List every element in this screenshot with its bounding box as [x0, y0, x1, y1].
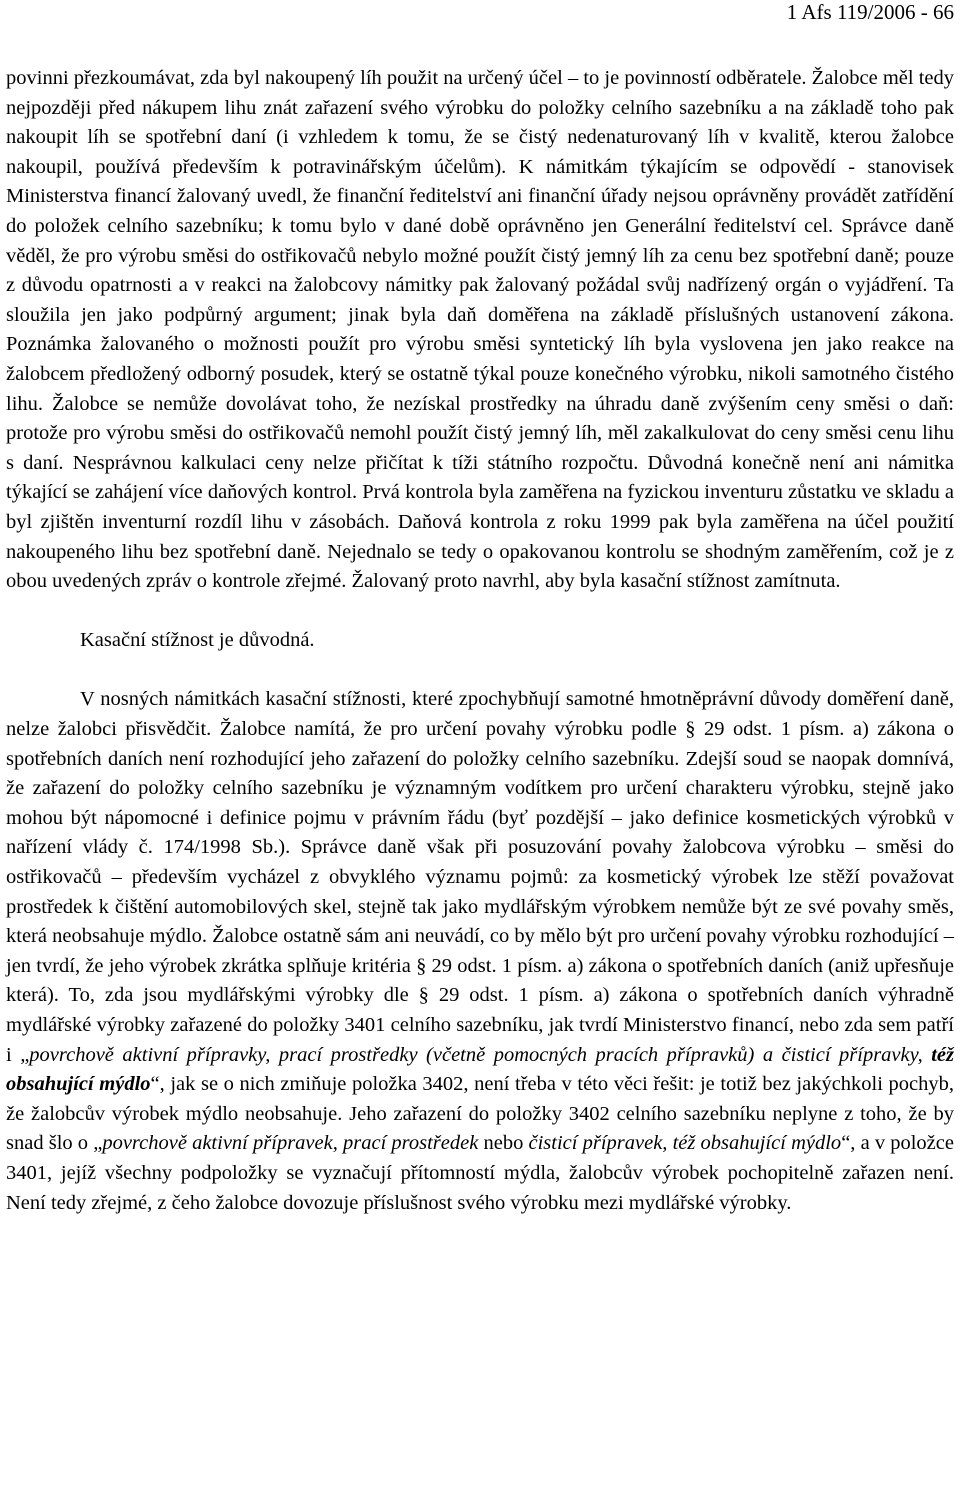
quoted-term: povrchově aktivní přípravky, prací prostředky (včetně pomocných pracích přípravků) a čisticí přípravky, [29, 1043, 932, 1066]
quoted-term: povrchově aktivní přípravek, prací prostředek [102, 1132, 479, 1155]
quoted-term-emphasis: též obsahující mýdlo [6, 1043, 954, 1096]
document-body [6, 64, 954, 1218]
paragraph-spacer [6, 597, 954, 627]
reasoning-text: nebo [478, 1132, 529, 1155]
reasoning-text: “, jak se o nich zmiňuje položka 3402, není třeba v této věci řešit: je totiž bez jakýchkoli pochyb, že žalobcův výrobek mýdlo neobsahuje. Jeho zařazení do položky 3402 celního sazebníku neplyne z toho, že by snad šlo o „ [6, 1073, 954, 1155]
paragraph-spacer [6, 656, 954, 686]
paragraph-court-reasoning [6, 685, 954, 1218]
reasoning-text: V nosných námitkách kasační stížnosti, které zpochybňují samotné hmotněprávní důvody doměření daně, nelze žalobci přisvědčit. Žalobce namítá, že pro určení povahy výrobku podle § 29 odst. 1 písm. a) zákona o spotřebních daních není rozhodující jeho zařazení do položky celního sazebníku. Zdejší soud se naopak domnívá, že zařazení do položky celního sazebníku je významným vodítkem pro určení charakteru výrobku, stejně jako mohou být nápomocné i definice pojmu v právním řádu (byť pozdější – jako definice kosmetických výrobků v nařízení vlády č. 174/1998 Sb.). Správce daně však při posuzování povahy žalobcova výrobku – směsi do ostřikovačů – především vycházel z obvyklého významu pojmů: za kosmetický výrobek lze stěží považovat prostředek k čištění automobilových skel, stejně tak jako mydlářským výrobkem nemůže být ze své povahy směs, která neobsahuje mýdlo. Žalobce ostatně sám ani neuvádí, co by mělo být pro určení povahy výrobku rozhodující – jen tvrdí, že jeho výrobek zkrátka splňuje kritéria § 29 odst. 1 písm. a) zákona o spotřebních daních (aniž upřesňuje která). To, zda jsou mydlářskými výrobky dle § 29 odst. 1 písm. a) zákona o spotřebních daních výhradně mydlářské výrobky zařazené do položky 3401 celního sazebníku, jak tvrdí Ministerstvo financí, nebo zda sem patří i „ [6, 688, 954, 1066]
paragraph-respondent-statement: povinni přezkoumávat, zda byl nakoupený líh použit na určený účel – to je povinností odběratele. Žalobce měl tedy nejpozději před nákupem lihu znát zařazení svého výrobku do položky celního sazebníku a na základě toho pak nakoupit líh se spotřební daní (i vzhledem k tomu, že se čistý nedenaturovaný líh v kvalitě, kterou žalobce nakoupil, používá především k potravinářským účelům). K námitkám týkajícím se odpovědí - stanovisek Ministerstva financí žalovaný uvedl, že finanční ředitelství ani finanční úřady nejsou oprávněny provádět zatřídění do položek celního sazebníku; k tomu bylo v dané době oprávněno jen Generální ředitelství cel. Správce daně věděl, že pro výrobu směsi do ostřikovačů nebylo možné použít čistý jemný líh za cenu bez spotřební daně; pouze z důvodu opatrnosti a v reakci na žalobcovy námitky pak žalovaný požádal svůj nadřízený orgán o vyjádření. Ta sloužila jen jako podpůrný argument; jinak byla daň doměřena na základě příslušných ustanovení zákona. Poznámka žalovaného o možnosti použít pro výrobu směsi syntetický líh byla vyslovena jen jako reakce na žalobcem předložený odborný posudek, který se ostatně týkal pouze konečného výrobku, nikoli samotného čistého lihu. Žalobce se nemůže dovolávat toho, že nezískal prostředky na úhradu daně zvýšením ceny směsi o daň: protože pro výrobu směsi do ostřikovačů nemohl použít čistý jemný líh, měl zakalkulovat do ceny směsi cenu lihu s daní. Nesprávnou kalkulaci ceny nelze přičítat k tíži státního rozpočtu. Důvodná konečně není ani námitka týkající se zahájení více daňových kontrol. Prvá kontrola byla zaměřena na fyzickou inventuru zůstatku ve skladu a byl zjištěn inventurní rozdíl lihu v zásobách. Daňová kontrola z roku 1999 pak byla zaměřena na účel použití nakoupeného lihu bez spotřební daně. Nejednalo se tedy o opakovanou kontrolu se shodným zaměřením, což je z obou uvedených zpráv o kontrole zřejmé. Žalovaný proto navrhl, aby byla kasační stížnost zamítnuta. [6, 67, 954, 593]
quoted-term: čisticí přípravek, též obsahující mýdlo [528, 1132, 842, 1155]
reasoning-text: “, a v položce 3401, jejíž všechny podpoložky se vyznačují přítomností mýdla, žalobcův výrobek pochopitelně zařazen není. Není tedy zřejmé, z čeho žalobce dovozuje příslušnost svého výrobku mezi mydlářské výrobky. [6, 1132, 954, 1214]
case-reference: 1 Afs 119/2006 - 66 [786, 0, 954, 24]
paragraph-verdict: Kasační stížnost je důvodná. [80, 629, 315, 652]
